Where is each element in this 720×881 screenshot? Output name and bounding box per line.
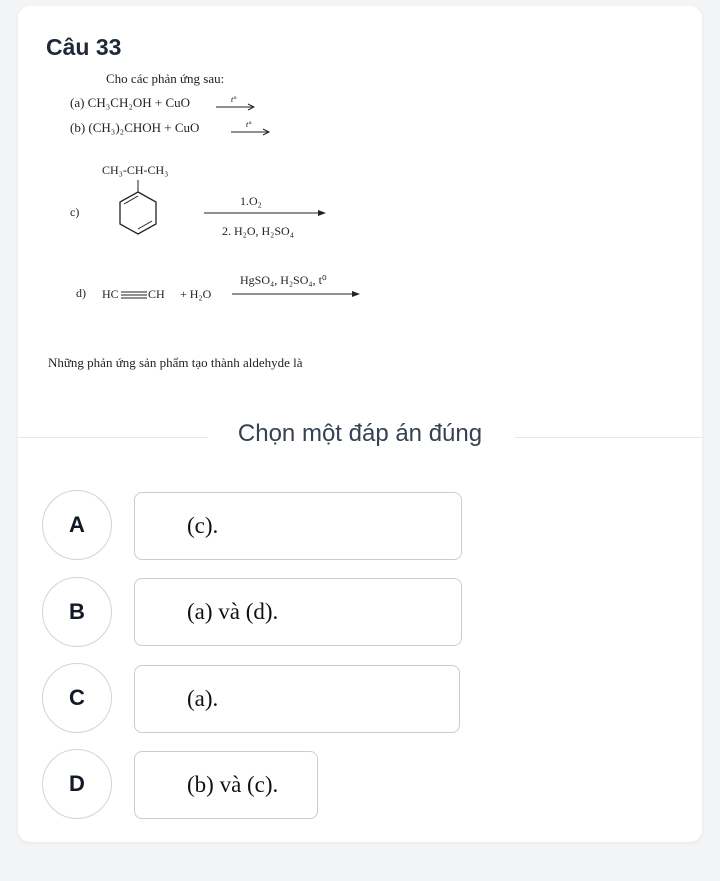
reaction-d-condition: HgSO₄, H₂SO₄, t⁰ [240, 273, 327, 287]
option-a-button[interactable] [134, 492, 462, 560]
option-c-letter[interactable]: C [42, 663, 112, 733]
reaction-c-arrow [204, 207, 328, 219]
reaction-b: (b) (CH₃)₂CHOH + CuO [70, 120, 200, 135]
reaction-a-condition: t° [231, 95, 237, 104]
benzene-ring [110, 180, 166, 240]
question-title: Câu 33 [46, 34, 122, 60]
reaction-d-reactant-right: CH [148, 287, 165, 301]
reaction-c-substituent: CH₃-CH-CH₃ [102, 163, 169, 177]
option-b-letter[interactable]: B [42, 577, 112, 647]
triple-bond [121, 289, 147, 301]
reaction-a: (a) CH₃CH₂OH + CuO [70, 95, 191, 110]
reaction-d-arrow [232, 289, 362, 299]
option-a-letter[interactable]: A [42, 490, 112, 560]
option-d-button[interactable] [134, 751, 318, 819]
answer-section-title-text: Chọn một đáp án đúng [226, 420, 494, 447]
reaction-c-label: c) [70, 205, 80, 219]
reaction-c-condition-bottom: 2. H₂O, H₂SO₄ [222, 224, 294, 238]
answer-section-title [0, 420, 720, 448]
question-intro: Cho các phản ứng sau: [106, 71, 225, 86]
question-prompt: Những phản ứng sản phẩm tạo thành aldehyde là [48, 355, 303, 370]
reaction-b-arrow [230, 120, 272, 138]
option-c-text: (a). [187, 686, 219, 711]
reaction-c-condition-top: 1.O₂ [240, 194, 262, 208]
option-d-text: (b) và (c). [187, 772, 279, 797]
reaction-d-reactant-left: HC [102, 287, 119, 301]
option-d-letter[interactable]: D [42, 749, 112, 819]
option-a-text: (c). [187, 513, 219, 538]
option-c-button[interactable] [134, 665, 460, 733]
reaction-b-condition: t° [246, 120, 252, 129]
option-b-button[interactable] [134, 578, 462, 646]
reaction-d-label: d) [76, 286, 86, 300]
option-b-text: (a) và (d). [187, 599, 279, 624]
reaction-a-arrow [215, 95, 257, 113]
reaction-d-water: + H₂O [180, 287, 212, 301]
